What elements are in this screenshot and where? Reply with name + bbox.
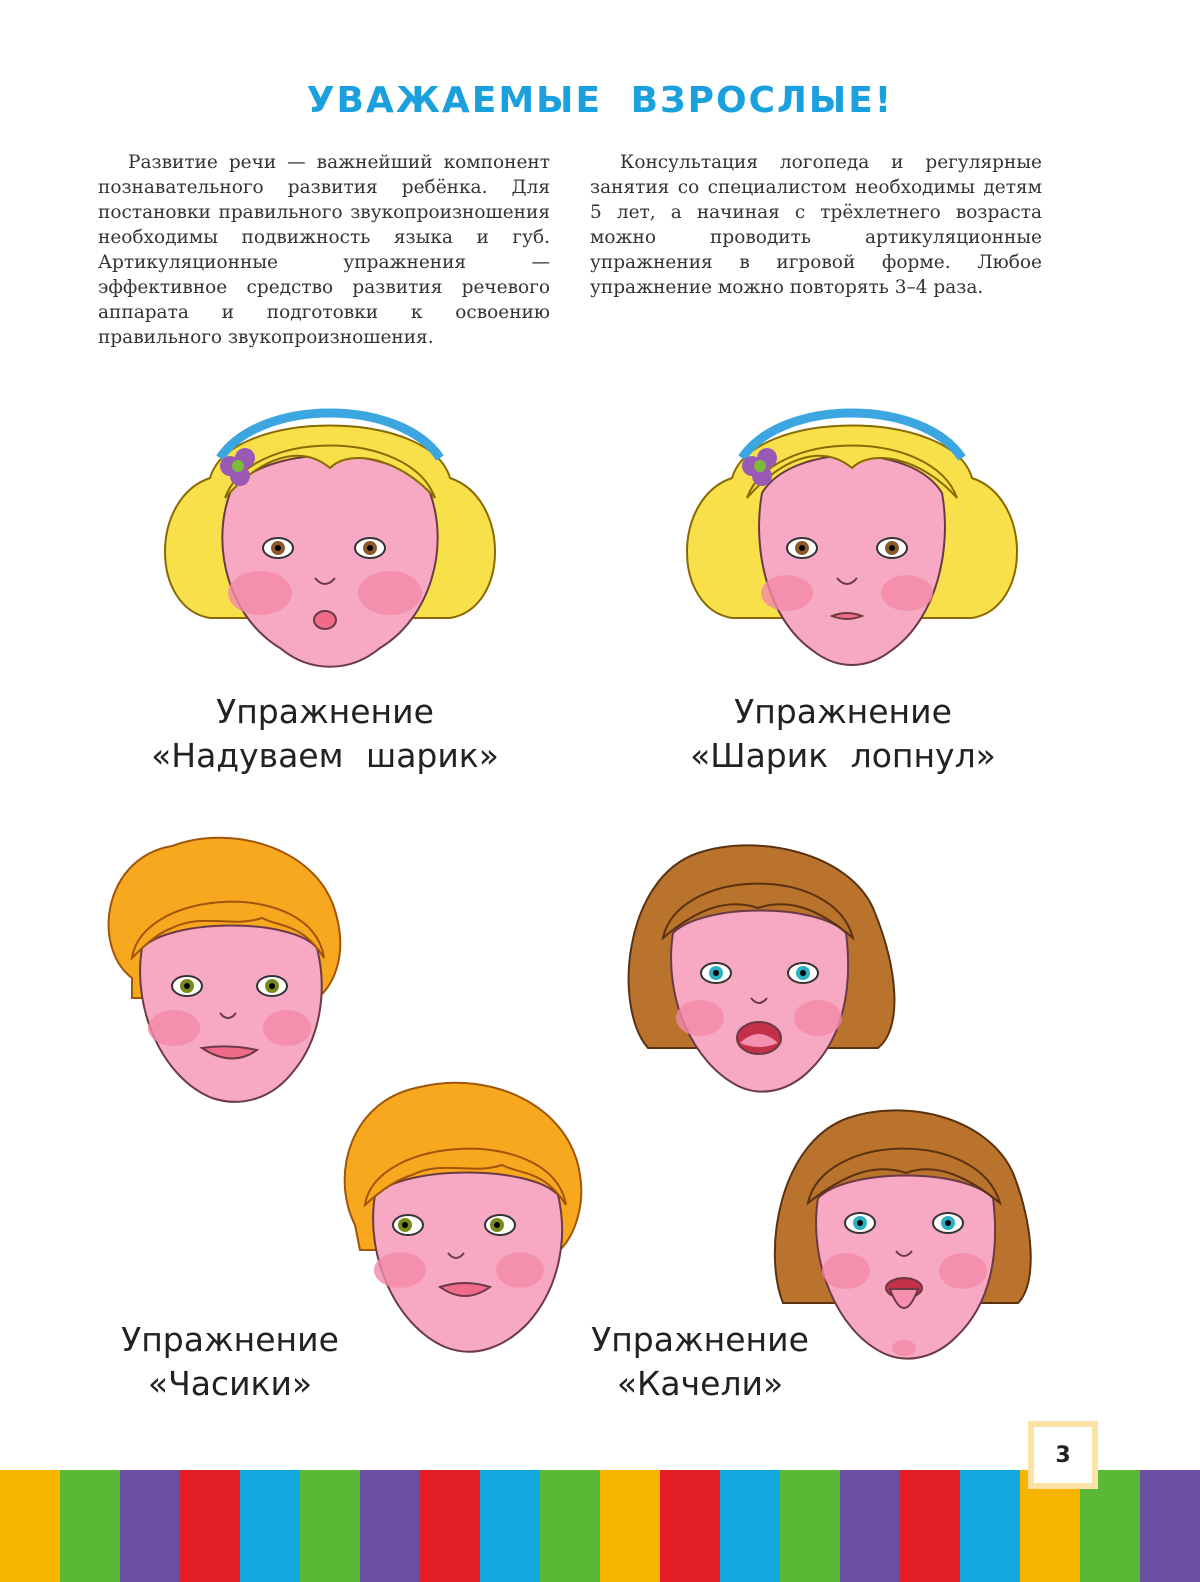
color-stripe bbox=[120, 1470, 180, 1582]
exercise-caption-2 bbox=[668, 690, 1018, 778]
intro-left-column bbox=[98, 150, 550, 350]
color-stripe bbox=[660, 1470, 720, 1582]
color-stripe bbox=[720, 1470, 780, 1582]
face-illustration-ginger-smile-1 bbox=[92, 828, 362, 1108]
exercise-label: Упражнение bbox=[591, 1320, 809, 1359]
page-title: УВАЖАЕМЫЕ ВЗРОСЛЫЕ! bbox=[306, 80, 894, 121]
color-stripe bbox=[420, 1470, 480, 1582]
intro-right-column bbox=[590, 150, 1042, 300]
color-stripe bbox=[780, 1470, 840, 1582]
color-stripe bbox=[180, 1470, 240, 1582]
exercise-name: «Шарик лопнул» bbox=[690, 736, 996, 775]
face-illustration-blonde-puffed bbox=[150, 388, 510, 688]
rainbow-stripes-footer bbox=[0, 1470, 1200, 1582]
color-stripe bbox=[300, 1470, 360, 1582]
exercise-caption-3 bbox=[90, 1318, 370, 1406]
color-stripe bbox=[840, 1470, 900, 1582]
exercise-name: «Качели» bbox=[616, 1364, 784, 1403]
color-stripe bbox=[1140, 1470, 1200, 1582]
face-illustration-brown-tongue-up bbox=[618, 838, 900, 1103]
intro-right-text: Консультация логопеда и регулярные занятия со специалистом необходимы детям 5 лет, а начиная с трёхлетнего возраста можно проводить артикуляционные упражнения в игровой форме. Любое упражнение можно повторять 3–4 раза. bbox=[590, 152, 1042, 298]
exercise-label: Упражнение bbox=[121, 1320, 339, 1359]
page-number: 3 bbox=[1034, 1427, 1092, 1483]
exercise-label: Упражнение bbox=[216, 692, 434, 731]
color-stripe bbox=[60, 1470, 120, 1582]
exercise-caption-4 bbox=[560, 1318, 840, 1406]
color-stripe bbox=[540, 1470, 600, 1582]
color-stripe bbox=[900, 1470, 960, 1582]
color-stripe bbox=[240, 1470, 300, 1582]
face-illustration-blonde-deflated bbox=[672, 388, 1032, 688]
exercise-name: «Часики» bbox=[147, 1364, 313, 1403]
intro-left-text: Развитие речи — важнейший компонент познавательного развития ребёнка. Для постановки правильного звукопроизношения необходимы подвижность языка и губ. Артикуляционные упражнения — эффективное средство развития речевого аппарата и подготовки к освоению правильного звукопроизношения. bbox=[98, 152, 550, 348]
color-stripe bbox=[360, 1470, 420, 1582]
exercise-name: «Надуваем шарик» bbox=[151, 736, 499, 775]
page-number-badge bbox=[1028, 1421, 1098, 1489]
color-stripe bbox=[600, 1470, 660, 1582]
exercise-label: Упражнение bbox=[734, 692, 952, 731]
color-stripe bbox=[480, 1470, 540, 1582]
exercise-caption-1 bbox=[150, 690, 500, 778]
color-stripe bbox=[960, 1470, 1020, 1582]
color-stripe bbox=[0, 1470, 60, 1582]
